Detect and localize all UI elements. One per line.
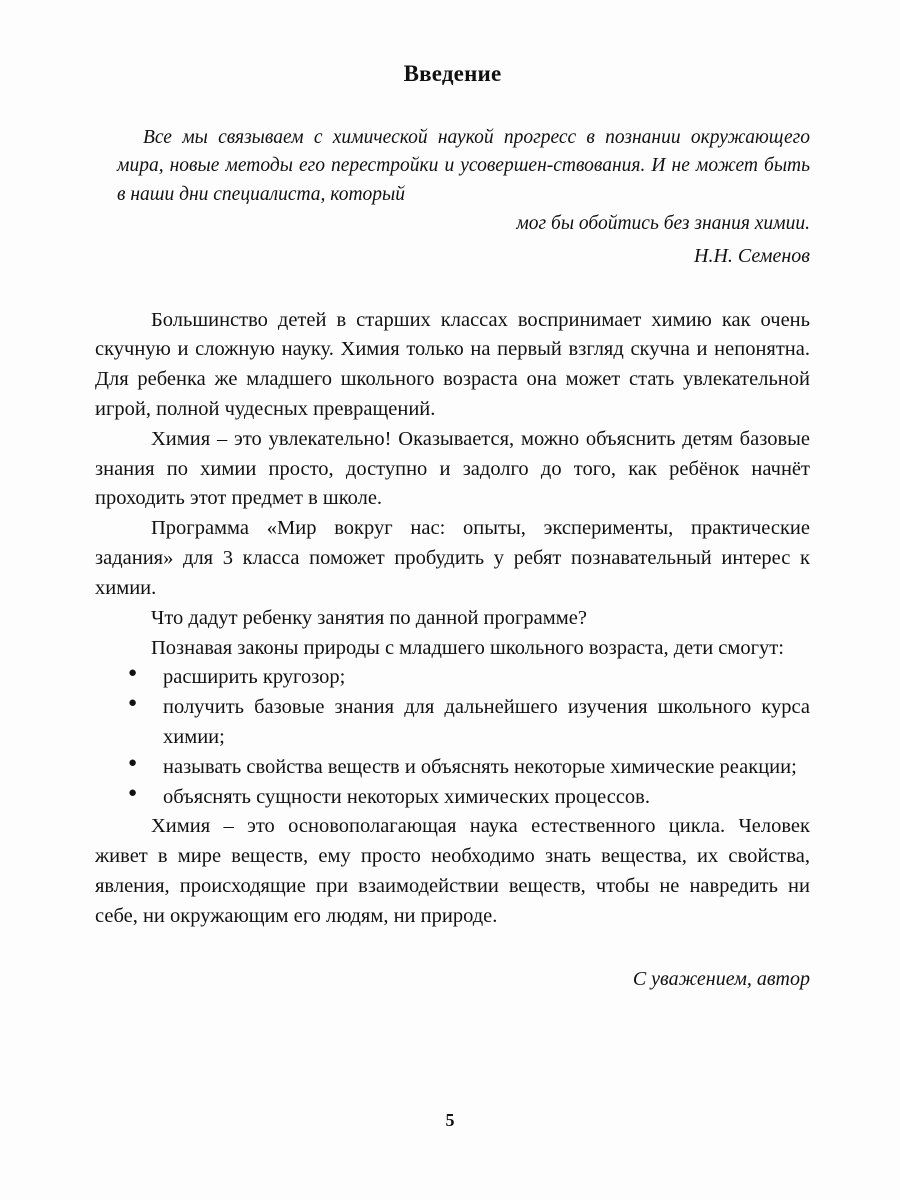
list-item-label: расширить кругозор; — [163, 666, 346, 689]
body-paragraph-2: Химия – это увлекательно! Оказывается, можно объяснить детям базовые знания по химии просто, доступно и задолго до того, как ребёнок начнёт проходить этот предмет в школе. — [95, 427, 810, 510]
bullet-dot-icon: ● — [128, 754, 138, 771]
epigraph-last-line: мог бы обойтись без знания химии. — [516, 212, 810, 234]
closing-paragraph: Химия – это основополагающая наука естественного цикла. Человек живет в мире веществ, ему просто необходимо знать вещества, их свойства, явления, происходящие при взаимодействии веществ, чтобы не навредить ни себе, ни окружающим его людям, ни природе. — [95, 815, 810, 927]
body-paragraph-4: Что дадут ребенку занятия по данной программе? — [151, 606, 587, 629]
bullet-dot-icon: ● — [128, 665, 138, 682]
benefits-list — [95, 663, 810, 812]
list-item — [95, 753, 810, 783]
bullet-dot-icon: ● — [128, 695, 138, 712]
list-item-label: объяснять сущности некоторых химических процессов. — [163, 785, 650, 808]
body-paragraph-1: Большинство детей в старших классах воспринимает химию как очень скучную и сложную науку. Химия только на первый взгляд скучна и непонятна. Для ребенка же младшего школьного возраста она может стать увлекательной игрой, полной чудесных превращений. — [95, 308, 810, 421]
page-title: Введение — [403, 61, 502, 86]
epigraph-text: Все мы связываем с химической наукой прогресс в познании окружающего мира, новые методы его перестройки и усовершен-ствования. И не может быть в наши дни специалиста, который — [117, 126, 810, 205]
bullet-dot-icon: ● — [128, 784, 138, 801]
list-item-label: получить базовые знания для дальнейшего изучения школьного курса химии; — [163, 696, 810, 748]
body-paragraph-5: Познавая законы природы с младшего школьного возраста, дети смогут: — [151, 636, 784, 659]
list-item — [95, 783, 810, 813]
body-paragraph-3: Программа «Мир вокруг нас: опыты, эксперименты, практические задания» для 3 класса поможет пробудить у ребят познавательный интерес к химии. — [95, 517, 810, 599]
list-item — [95, 693, 810, 753]
list-item-label: называть свойства веществ и объяснять некоторые химические реакции; — [163, 755, 797, 778]
page-content — [95, 60, 810, 991]
list-item — [95, 663, 810, 693]
epigraph-block — [95, 124, 810, 272]
epigraph-author: Н.Н. Семенов — [694, 245, 810, 268]
signature: С уважением, автор — [632, 967, 810, 990]
page-number: 5 — [445, 1110, 455, 1130]
